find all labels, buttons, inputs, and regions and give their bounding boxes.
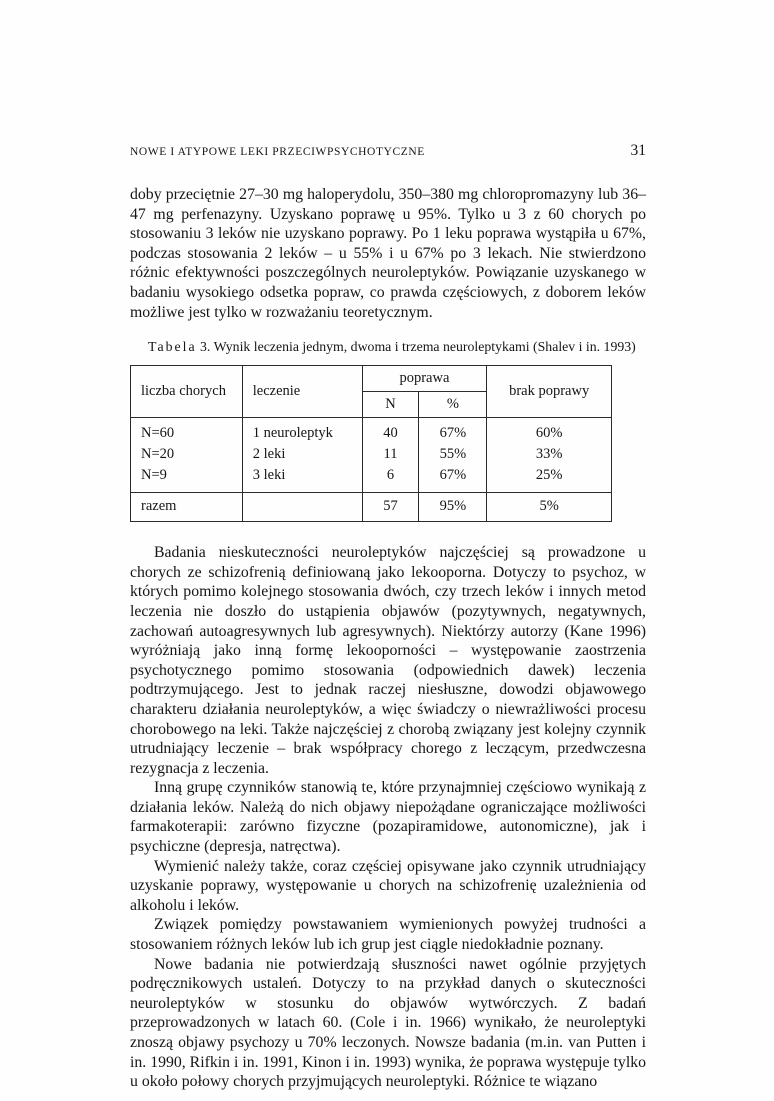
cell-brak: 60% [487,418,612,445]
table-total-row [131,493,612,522]
cell-liczba: N=9 [131,465,243,493]
page-number: 31 [630,142,646,159]
table-row [131,418,612,445]
table-header-row [131,366,612,392]
paragraph-continuation: doby przeciętnie 27–30 mg haloperydolu, 350–380 mg chloropromazyny lub 36–47 mg perfenazyny. Uzyskano poprawę u 95%. Tylko u 3 z 60 chorych po stosowaniu 3 leków nie uzyskano poprawy. Po 1 leku poprawa wystąpiła u 67%, podczas stosowania 2 leków – u 55% i u 67% po 3 lekach. Nie stwierdzono różnic efektywności poszczególnych neuroleptyków. Powiązanie uzyskanego w badaniu wysokiego odsetka popraw, co prawda częściowych, z doborem leków możliwe jest tylko w rozważaniu teoretycznym. [130,186,646,321]
running-title: NOWE I ATYPOWE LEKI PRZECIWPSYCHOTYCZNE [130,146,425,158]
col-header-liczba-chorych: liczba chorych [131,366,243,418]
table-caption [148,339,646,355]
col-header-poprawa: poprawa [362,366,487,392]
cell-leczenie: 1 neuroleptyk [242,418,362,445]
paragraph: Badania nieskuteczności neuroleptyków najczęściej są prowadzone u chorych ze schizofrenią definiowaną jako lekooporna. Dotyczy to psychoz, w których pomimo kolejnego stosowania dwóch, czy trzech leków i innych metod leczenia nie doszło do ustąpienia objawów (pozytywnych, negatywnych, zachowań autoagresywnych lub agresywnych). Niektórzy autorzy (Kane 1996) wyróżniają jako inną formę lekooporności – występowanie zaostrzenia psychotycznego pomimo stosowania (odpowiednich dawek) leczenia podtrzymującego. Jest to jednak raczej niesłuszne, dowodzi objawowego charakteru działania neuroleptyków, a więc świadczy o niewrażliwości procesu chorobowego na leki. Także najczęściej z chorobą związany jest kolejny czynnik utrudniający leczenie – brak współpracy chorego z leczącym, przedwczesna rezygnacja z leczenia. [130,544,646,777]
cell-pct: 67% [419,465,487,493]
cell-total-brak: 5% [487,493,612,522]
table-row [131,465,612,493]
table-caption-number: 3. [200,339,211,355]
cell-leczenie: 2 leki [242,444,362,465]
cell-total-label: razem [131,493,243,522]
cell-liczba: N=60 [131,418,243,445]
cell-liczba: N=20 [131,444,243,465]
col-header-leczenie: leczenie [242,366,362,418]
cell-n: 11 [362,444,419,465]
cell-pct: 55% [419,444,487,465]
cell-leczenie: 3 leki [242,465,362,493]
paragraph: Inną grupę czynników stanowią te, które przynajmniej częściowo wynikają z działania leków. Należą do nich objawy niepożądane ograniczające możliwości farmakoterapii: zarówno fizyczne (pozapiramidowe, autonomiczne), jak i psychiczne (depresja, natręctwa). [130,779,646,856]
table-caption-text: Wynik leczenia jednym, dwoma i trzema neuroleptykami (Shalev i in. 1993) [213,339,636,355]
table-row [131,444,612,465]
cell-total-leczenie-empty [242,493,362,522]
table-caption-label: Tabela [148,339,197,355]
paragraph: Wymienić należy także, coraz częściej opisywane jako czynnik utrudniający uzyskanie poprawy, występowanie u chorych na schizofrenię uzależnienia od alkoholu i leków. [130,857,646,914]
cell-total-pct: 95% [419,493,487,522]
results-table [130,365,612,522]
col-header-percent: % [419,392,487,418]
paragraph: Związek pomiędzy powstawaniem wymienionych powyżej trudności a stosowaniem różnych leków lub ich grup jest ciągle niedokładnie poznany. [130,916,646,954]
table-block [130,339,646,522]
cell-n: 6 [362,465,419,493]
cell-brak: 33% [487,444,612,465]
cell-n: 40 [362,418,419,445]
cell-total-n: 57 [362,493,419,522]
text-column [130,142,646,1092]
col-header-n: N [362,392,419,418]
col-header-brak-poprawy: brak poprawy [487,366,612,418]
running-header [130,142,646,160]
paragraph: Nowe badania nie potwierdzają słuszności nawet ogólnie przyjętych podręcznikowych ustaleń. Dotyczy to na przykład danych o skuteczności neuroleptyków w stosunku do objawów wytwórczych. Z badań przeprowadzonych w latach 60. (Cole i in. 1966) wynikało, że neuroleptyki znoszą objawy psychozy u 70% leczonych. Nowsze badania (m.in. van Putten i in. 1990, Rifkin i in. 1991, Kinon i in. 1993) wynika, że poprawa występuje tylko u około połowy chorych przyjmujących neuroleptyki. Różnice te wiązano [130,955,646,1091]
cell-brak: 25% [487,465,612,493]
cell-pct: 67% [419,418,487,445]
